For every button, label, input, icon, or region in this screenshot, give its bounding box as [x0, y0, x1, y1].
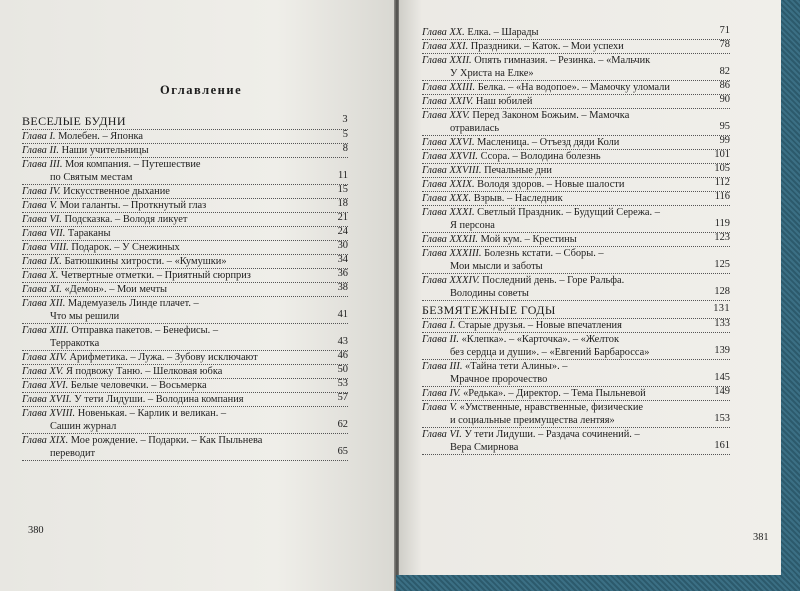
toc-page-number: 71 — [719, 25, 730, 36]
toc-entry-line — [422, 67, 730, 81]
toc-chapter-entry — [22, 434, 348, 461]
chapter-label: Глава XXXI. — [422, 207, 478, 218]
chapter-title: Перед Законом Божьим. – Мамочка — [472, 110, 630, 121]
toc-page-number: 53 — [337, 378, 348, 389]
toc-page-number: 36 — [337, 268, 348, 279]
chapter-title: «Демон». – Мои мечты — [64, 284, 167, 295]
toc-entry-line — [422, 150, 730, 164]
toc-section-entry — [422, 303, 730, 319]
chapter-label: Глава XXVI. — [422, 137, 478, 148]
toc-entry-line — [422, 192, 730, 206]
toc-entry-line — [422, 346, 730, 360]
toc-chapter-entry — [22, 241, 348, 255]
toc-entry-line — [22, 199, 348, 213]
book-cover-bottom-edge — [396, 575, 800, 591]
toc-entry-line — [22, 185, 348, 199]
chapter-label: Глава XXV. — [422, 110, 473, 121]
toc-chapter-entry — [422, 360, 730, 387]
toc-page-number: 90 — [719, 94, 730, 105]
toc-entry-line — [22, 269, 348, 283]
chapter-title: Мрачное пророчество — [450, 374, 548, 385]
chapter-label: Глава XXVIII. — [422, 165, 485, 176]
toc-entry-line — [422, 233, 730, 247]
toc-entry-line — [422, 122, 730, 136]
chapter-title: Арифметика. – Лужа. – Зубову исключают — [69, 352, 258, 363]
toc-page-number: 57 — [337, 392, 348, 403]
toc-page-number: 38 — [337, 282, 348, 293]
toc-entry-line — [422, 81, 730, 95]
toc-page-number: 153 — [714, 413, 730, 424]
chapter-title: Праздники. – Каток. – Мои успехи — [470, 41, 624, 52]
chapter-title: Тараканы — [67, 228, 111, 239]
toc-chapter-entry — [422, 192, 730, 206]
chapter-title: Мадемуазель Линде плачет. – — [67, 298, 199, 309]
toc-page-number: 128 — [714, 286, 730, 297]
toc-page-number: 46 — [337, 350, 348, 361]
toc-page-number: 161 — [714, 440, 730, 451]
toc-page-number: 116 — [714, 191, 730, 202]
toc-entry-line — [22, 241, 348, 255]
chapter-title: У Христа на Елке» — [450, 68, 534, 79]
left-toc-list — [22, 112, 348, 461]
chapter-title: Подсказка. – Володя ликует — [64, 214, 188, 225]
chapter-label: Глава XXXIII. — [422, 248, 485, 259]
chapter-title: Последний день. – Горе Ральфа. — [482, 275, 625, 286]
chapter-title: Елка. – Шарады — [467, 27, 539, 38]
toc-entry-line — [422, 274, 730, 287]
chapter-label: Глава IX. — [22, 256, 65, 267]
toc-entry-line — [422, 26, 730, 40]
chapter-title: «Клепка». – «Карточка». – «Желток — [461, 334, 620, 345]
chapter-title: Подарок. – У Снежиных — [71, 242, 180, 253]
toc-chapter-entry — [422, 319, 730, 333]
chapter-label: Глава XXIV. — [422, 96, 476, 107]
chapter-label: Глава III. — [422, 361, 466, 372]
toc-entry-line — [22, 283, 348, 297]
chapter-title: Моя компания. – Путешествие — [65, 159, 201, 170]
chapter-title: Наши учительницы — [61, 145, 149, 156]
chapter-label: Глава XI. — [22, 284, 65, 295]
toc-chapter-entry — [22, 379, 348, 393]
toc-page-number: 62 — [337, 419, 348, 430]
chapter-title: без сердца и души». – «Евгений Барбаросса» — [450, 347, 650, 358]
toc-entry-line — [22, 365, 348, 379]
chapter-title: Терракотка — [50, 338, 100, 349]
toc-chapter-entry — [422, 95, 730, 109]
toc-chapter-entry — [422, 428, 730, 455]
toc-chapter-entry — [22, 407, 348, 434]
toc-page-number: 3 — [342, 114, 348, 125]
toc-chapter-entry — [22, 255, 348, 269]
chapter-label: Глава XVII. — [22, 394, 75, 405]
chapter-title: Болезнь кстати. – Сборы. – — [484, 248, 604, 259]
chapter-title: и социальные преимущества лентяя» — [450, 415, 615, 426]
toc-entry-line — [422, 319, 730, 333]
toc-entry-line — [422, 360, 730, 373]
chapter-title: Батюшкины хитрости. – «Кумушки» — [64, 256, 227, 267]
toc-page-number: 41 — [337, 309, 348, 320]
toc-entry-line — [22, 171, 348, 185]
toc-chapter-entry — [22, 283, 348, 297]
chapter-title: Опять гимназия. – Резинка. – «Мальчик — [474, 55, 651, 66]
toc-entry-line — [22, 393, 348, 407]
toc-chapter-entry — [22, 365, 348, 379]
toc-entry-line — [22, 379, 348, 393]
toc-entry-line — [422, 40, 730, 54]
toc-entry-line — [22, 158, 348, 171]
chapter-label: Глава XVIII. — [22, 408, 78, 419]
chapter-title: Ссора. – Володина болезнь — [480, 151, 601, 162]
book-cover-edge — [781, 0, 800, 591]
chapter-label: Глава XXIX. — [422, 179, 478, 190]
chapter-title: «Редька». – Директор. – Тема Пыльневой — [463, 388, 646, 399]
chapter-label: Глава VII. — [22, 228, 68, 239]
toc-page-number: 78 — [719, 39, 730, 50]
chapter-label: Глава XII. — [22, 298, 68, 309]
chapter-label: Глава XXI. — [422, 41, 471, 52]
toc-page-number: 24 — [337, 226, 348, 237]
left-page — [0, 0, 396, 591]
chapter-label: Глава III. — [22, 159, 66, 170]
chapter-title: Я подвожу Таню. – Шелковая юбка — [66, 366, 223, 377]
toc-entry-line — [422, 387, 730, 401]
toc-chapter-entry — [22, 269, 348, 283]
toc-entry-line — [22, 227, 348, 241]
toc-entry-line — [22, 351, 348, 365]
left-page-number: 380 — [28, 525, 44, 536]
toc-chapter-entry — [22, 297, 348, 324]
chapter-label: Глава VI. — [422, 429, 465, 440]
toc-entry-line — [422, 401, 730, 414]
toc-entry-line — [422, 373, 730, 387]
toc-entry-line — [22, 324, 348, 337]
chapter-label: Глава IV. — [22, 186, 64, 197]
toc-page-number: 133 — [714, 318, 730, 329]
chapter-title: Масленица. – Отъезд дяди Коли — [477, 137, 620, 148]
toc-entry-line — [422, 303, 730, 319]
toc-page-number: 30 — [337, 240, 348, 251]
chapter-title: У тети Лидуши. – Раздача сочинений. – — [464, 429, 640, 440]
toc-section-entry — [22, 114, 348, 130]
toc-page-number: 15 — [337, 184, 348, 195]
toc-chapter-entry — [422, 333, 730, 360]
chapter-label: Глава XX. — [422, 27, 468, 38]
toc-entry-line — [422, 178, 730, 192]
toc-entry-line — [422, 441, 730, 455]
toc-entry-line — [22, 447, 348, 461]
chapter-title: Искусственное дыхание — [63, 186, 170, 197]
toc-entry-line — [422, 164, 730, 178]
chapter-label: Глава VIII. — [22, 242, 72, 253]
toc-entry-line — [422, 414, 730, 428]
toc-chapter-entry — [22, 185, 348, 199]
chapter-title: Отправка пакетов. – Бенефисы. – — [71, 325, 219, 336]
toc-chapter-entry — [22, 144, 348, 158]
toc-chapter-entry — [422, 40, 730, 54]
toc-page-number: 8 — [342, 143, 348, 154]
chapter-title: Я персона — [450, 220, 495, 231]
toc-entry-line — [422, 287, 730, 301]
toc-entry-line — [422, 136, 730, 150]
toc-chapter-entry — [422, 178, 730, 192]
toc-entry-line — [22, 130, 348, 144]
toc-entry-line — [22, 310, 348, 324]
toc-chapter-entry — [22, 199, 348, 213]
toc-chapter-entry — [22, 158, 348, 185]
toc-page-number: 131 — [713, 303, 730, 314]
chapter-title: Наш юбилей — [475, 96, 533, 107]
toc-entry-line — [22, 144, 348, 158]
toc-chapter-entry — [422, 26, 730, 40]
toc-chapter-entry — [422, 81, 730, 95]
toc-chapter-entry — [422, 206, 730, 233]
chapter-label: Глава XXXII. — [422, 234, 481, 245]
chapter-title: Мое рождение. – Подарки. – Как Пыльнева — [70, 435, 263, 446]
toc-chapter-entry — [422, 401, 730, 428]
toc-entry-line — [422, 95, 730, 109]
chapter-label: Глава XVI. — [22, 380, 71, 391]
toc-page-number: 21 — [337, 212, 348, 223]
chapter-label: Глава XIX. — [22, 435, 71, 446]
chapter-title: Мои мысли и заботы — [450, 261, 543, 272]
toc-entry-line — [422, 206, 730, 219]
toc-entry-line — [422, 54, 730, 67]
chapter-title: «Тайна тети Алины». – — [465, 361, 568, 372]
toc-entry-line — [22, 114, 348, 130]
toc-page-number: 105 — [714, 163, 730, 174]
toc-page-number: 50 — [337, 364, 348, 375]
chapter-title: Что мы решили — [50, 311, 120, 322]
toc-entry-line — [422, 428, 730, 441]
chapter-title: переводит — [50, 448, 96, 459]
toc-page-number: 34 — [337, 254, 348, 265]
chapter-title: Вера Смирнова — [450, 442, 519, 453]
toc-page-number: 145 — [714, 372, 730, 383]
chapter-label: Глава XIV. — [22, 352, 70, 363]
chapter-label: Глава XV. — [22, 366, 66, 377]
chapter-title: Володины советы — [450, 288, 529, 299]
toc-chapter-entry — [422, 54, 730, 81]
chapter-title: «Умственные, нравственные, физические — [459, 402, 644, 413]
right-page — [399, 0, 781, 591]
chapter-title: по Святым местам — [50, 172, 133, 183]
chapter-label: Глава XXII. — [422, 55, 475, 66]
chapter-label: Глава II. — [422, 334, 462, 345]
toc-chapter-entry — [422, 233, 730, 247]
toc-entry-line — [422, 247, 730, 260]
chapter-label: Глава X. — [22, 270, 61, 281]
toc-page-number: 99 — [719, 135, 730, 146]
toc-page-number: 86 — [719, 80, 730, 91]
toc-chapter-entry — [422, 150, 730, 164]
chapter-label: Глава XXIII. — [422, 82, 478, 93]
chapter-title: Белка. – «На водопое». – Мамочку уломали — [477, 82, 670, 93]
chapter-title: Молебен. – Японка — [58, 131, 144, 142]
chapter-label: Глава V. — [22, 200, 60, 211]
chapter-title: Белые человечки. – Восьмерка — [70, 380, 207, 391]
toc-chapter-entry — [22, 351, 348, 365]
chapter-label: Глава V. — [422, 402, 460, 413]
chapter-label: Глава XXX. — [422, 193, 474, 204]
toc-entry-line — [422, 260, 730, 274]
toc-chapter-entry — [422, 136, 730, 150]
toc-page-number: 65 — [337, 446, 348, 457]
toc-chapter-entry — [22, 324, 348, 351]
toc-entry-line — [22, 297, 348, 310]
toc-chapter-entry — [22, 227, 348, 241]
toc-heading: Оглавление — [160, 83, 243, 97]
toc-entry-line — [22, 434, 348, 447]
chapter-title: У тети Лидуши. – Володина компания — [74, 394, 244, 405]
chapter-label: Глава I. — [22, 131, 59, 142]
chapter-title: Светлый Праздник. – Будущий Сережа. – — [477, 207, 660, 218]
toc-page-number: 139 — [714, 345, 730, 356]
chapter-title: Взрыв. – Наследник — [473, 193, 563, 204]
toc-page-number: 123 — [714, 232, 730, 243]
toc-page-number: 149 — [714, 386, 730, 397]
chapter-title: Печальные дни — [484, 165, 552, 176]
toc-chapter-entry — [422, 164, 730, 178]
chapter-label: Глава XXXIV. — [422, 275, 483, 286]
chapter-label: Глава IV. — [422, 388, 464, 399]
chapter-title: Четвертные отметки. – Приятный сюрприз — [61, 270, 251, 281]
toc-page-number: 82 — [719, 66, 730, 77]
chapter-label: Глава XXVII. — [422, 151, 481, 162]
chapter-label: Глава I. — [422, 320, 459, 331]
toc-page-number: 125 — [714, 259, 730, 270]
toc-page-number: 112 — [714, 177, 730, 188]
section-title: БЕЗМЯТЕЖНЫЕ ГОДЫ — [422, 303, 556, 317]
toc-page-number: 43 — [337, 336, 348, 347]
toc-chapter-entry — [22, 213, 348, 227]
chapter-title: Сашин журнал — [50, 421, 117, 432]
toc-page-number: 11 — [337, 170, 348, 181]
right-toc-list — [422, 26, 730, 455]
chapter-title: Новенькая. – Карлик и великан. – — [77, 408, 227, 419]
right-page-number: 381 — [753, 532, 769, 543]
toc-entry-line — [22, 255, 348, 269]
chapter-title: Старые друзья. – Новые впечатления — [458, 320, 622, 331]
chapter-title: Мой кум. – Крестины — [480, 234, 577, 245]
section-title: ВЕСЕЛЫЕ БУДНИ — [22, 114, 126, 128]
toc-entry-line — [22, 420, 348, 434]
toc-page-number: 119 — [714, 218, 730, 229]
chapter-label: Глава II. — [22, 145, 62, 156]
toc-chapter-entry — [422, 247, 730, 274]
toc-chapter-entry — [422, 109, 730, 136]
toc-entry-line — [22, 407, 348, 420]
chapter-title: Мои галанты. – Проткнутый глаз — [59, 200, 207, 211]
toc-page-number: 5 — [342, 129, 348, 140]
toc-entry-line — [22, 337, 348, 351]
chapter-label: Глава XIII. — [22, 325, 72, 336]
toc-page-number: 95 — [719, 121, 730, 132]
toc-page-number: 18 — [337, 198, 348, 209]
toc-entry-line — [422, 219, 730, 233]
toc-chapter-entry — [22, 393, 348, 407]
toc-entry-line — [22, 213, 348, 227]
chapter-label: Глава VI. — [22, 214, 65, 225]
chapter-title: Володя здоров. – Новые шалости — [477, 179, 625, 190]
toc-page-number: 101 — [714, 149, 730, 160]
chapter-title: отравилась — [450, 123, 500, 134]
toc-chapter-entry — [422, 274, 730, 301]
toc-entry-line — [422, 109, 730, 122]
toc-chapter-entry — [422, 387, 730, 401]
toc-chapter-entry — [22, 130, 348, 144]
toc-entry-line — [422, 333, 730, 346]
